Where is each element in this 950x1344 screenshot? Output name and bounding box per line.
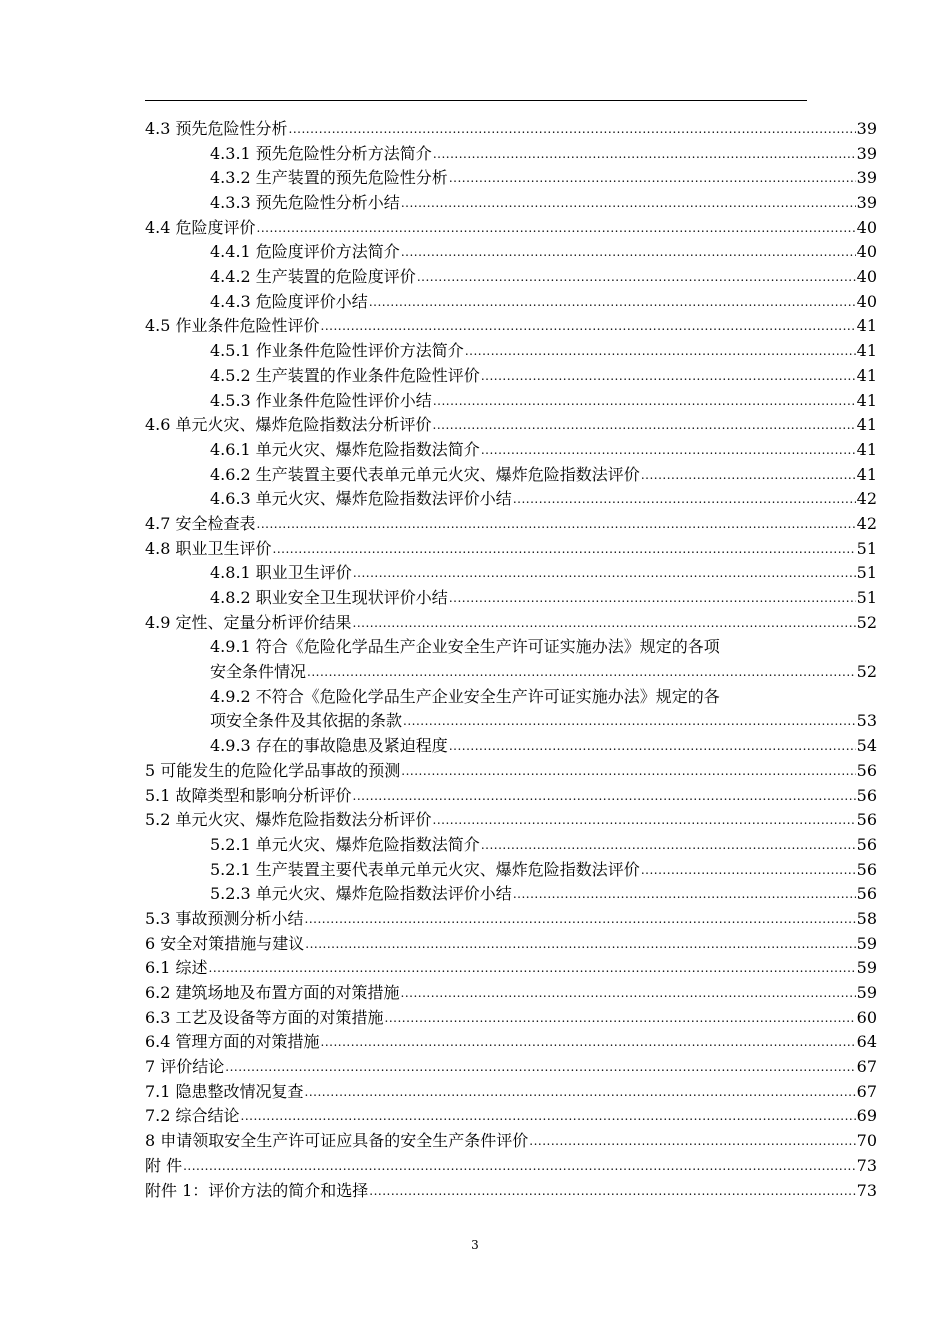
- dot-leader: [307, 660, 856, 685]
- toc-entry-page: 41: [856, 365, 877, 385]
- dot-leader: [403, 709, 856, 734]
- toc-entry[interactable]: [145, 1179, 877, 1204]
- toc-entry[interactable]: [145, 216, 877, 241]
- toc-entry-page: 42: [856, 489, 877, 509]
- dot-leader: [481, 364, 856, 389]
- toc-entry-page: 56: [856, 859, 877, 879]
- dot-leader: [449, 734, 856, 759]
- toc-entry[interactable]: [145, 833, 877, 858]
- toc-entry[interactable]: [145, 932, 877, 957]
- toc-entry-label: 5.2 单元火灾、爆炸危险指数法分析评价: [145, 810, 432, 830]
- toc-entry-multiline[interactable]: [145, 635, 877, 684]
- toc-entry[interactable]: [145, 265, 877, 290]
- toc-entry[interactable]: [145, 117, 877, 142]
- toc-entry-label: 6 安全对策措施与建议: [145, 933, 305, 953]
- toc-entry-label: 4.5 作业条件危险性评价: [145, 316, 320, 336]
- toc-entry-label: 6.1 综述: [145, 958, 208, 978]
- toc-entry-label: 7.1 隐患整改情况复查: [145, 1081, 304, 1101]
- toc-entry[interactable]: [145, 191, 877, 216]
- toc-entry-page: 58: [856, 908, 877, 928]
- toc-entry-page: 39: [856, 118, 877, 138]
- toc-entry-label: 4.8.2 职业安全卫生现状评价小结: [210, 588, 448, 608]
- dot-leader: [353, 561, 856, 586]
- toc-entry-label: 7 评价结论: [145, 1057, 225, 1077]
- dot-leader: [401, 240, 856, 265]
- toc-entry-label: 4.4.1 危险度评价方法简介: [210, 242, 400, 262]
- toc-entry[interactable]: [145, 882, 877, 907]
- toc-entry-page: 69: [856, 1106, 877, 1126]
- dot-leader: [305, 1080, 856, 1105]
- toc-entry-page: 56: [856, 760, 877, 780]
- toc-entry-page: 41: [856, 341, 877, 361]
- toc-entry-label: 4.3.2 生产装置的预先危险性分析: [210, 168, 448, 188]
- toc-entry-label: 4.8 职业卫生评价: [145, 538, 272, 558]
- dot-leader: [401, 981, 856, 1006]
- dot-leader: [401, 759, 855, 784]
- toc-entry-page: 67: [856, 1057, 877, 1077]
- toc-entry-label: 4.3 预先危险性分析: [145, 118, 288, 138]
- dot-leader: [273, 537, 856, 562]
- toc-entry-page: 39: [856, 168, 877, 188]
- toc-entry-page: 73: [856, 1155, 877, 1175]
- toc-entry-label: 6.3 工艺及设备等方面的对策措施: [145, 1007, 384, 1027]
- toc-entry-label: 4.3.1 预先危险性分析方法简介: [210, 143, 432, 163]
- toc-entry-page: 40: [856, 217, 877, 237]
- toc-entry-page: 56: [856, 785, 877, 805]
- toc-entry-multiline[interactable]: [145, 685, 877, 734]
- toc-entry-label: 4.5.2 生产装置的作业条件危险性评价: [210, 365, 480, 385]
- toc-entry[interactable]: [145, 734, 877, 759]
- toc-entry[interactable]: [145, 981, 877, 1006]
- dot-leader: [481, 438, 856, 463]
- dot-leader: [449, 586, 856, 611]
- toc-entry-page: 39: [856, 143, 877, 163]
- dot-leader: [529, 1129, 855, 1154]
- toc-entry-label: 5.2.1 生产装置主要代表单元单元火灾、爆炸危险指数法评价: [210, 859, 640, 879]
- toc-entry-page: 67: [856, 1081, 877, 1101]
- toc-entry-label: 5.3 事故预测分析小结: [145, 908, 304, 928]
- toc-entry-page: 53: [856, 711, 877, 731]
- page-number: 3: [471, 1238, 479, 1252]
- toc-entry-label-line1: 4.9.1 符合《危险化学品生产企业安全生产许可证实施办法》规定的各项: [210, 637, 720, 657]
- dot-leader: [321, 314, 856, 339]
- toc-entry-page: 54: [856, 736, 877, 756]
- toc-entry-label: 5.1 故障类型和影响分析评价: [145, 785, 352, 805]
- toc-entry-label: 4.5.3 作业条件危险性评价小结: [210, 390, 432, 410]
- dot-leader: [433, 808, 856, 833]
- toc-entry-page: 59: [856, 933, 877, 953]
- toc-entry-page: 56: [856, 834, 877, 854]
- dot-leader: [465, 339, 856, 364]
- toc-entry[interactable]: [145, 315, 877, 340]
- dot-leader: [305, 907, 856, 932]
- toc-entry-label: 4.7 安全检查表: [145, 513, 256, 533]
- toc-entry-page: 39: [856, 193, 877, 213]
- dot-leader: [385, 1006, 856, 1031]
- toc-entry[interactable]: [145, 1030, 877, 1055]
- toc-entry-page: 59: [856, 983, 877, 1003]
- dot-leader: [257, 216, 856, 241]
- toc-entry[interactable]: [145, 759, 877, 784]
- toc-entry-label: 附 件: [145, 1155, 183, 1175]
- dot-leader: [449, 166, 856, 191]
- toc-entry[interactable]: [145, 413, 877, 438]
- dot-leader: [225, 1055, 855, 1080]
- toc-entry-label: 附件 1：评价方法的简介和选择: [145, 1180, 369, 1200]
- dot-leader: [209, 956, 856, 981]
- toc-entry-page: 52: [856, 612, 877, 632]
- toc-entry-label: 4.9 定性、定量分析评价结果: [145, 612, 352, 632]
- toc-entry-page: 42: [856, 513, 877, 533]
- toc-entry-label: 5.2.3 单元火灾、爆炸危险指数法评价小结: [210, 884, 512, 904]
- dot-leader: [289, 117, 856, 142]
- dot-leader: [481, 833, 856, 858]
- toc-entry-page: 56: [856, 884, 877, 904]
- dot-leader: [369, 290, 856, 315]
- dot-leader: [183, 1154, 856, 1179]
- toc-entry[interactable]: [145, 487, 877, 512]
- toc-entry-page: 73: [856, 1180, 877, 1200]
- toc-entry[interactable]: [145, 1105, 877, 1130]
- toc-entry[interactable]: [145, 1080, 877, 1105]
- toc-entry[interactable]: [145, 166, 877, 191]
- toc-entry[interactable]: [145, 1006, 877, 1031]
- toc-entry-page: 60: [856, 1007, 877, 1027]
- toc-entry-label: 4.4 危险度评价: [145, 217, 256, 237]
- toc-entry[interactable]: [145, 907, 877, 932]
- toc-entry-page: 59: [856, 958, 877, 978]
- dot-leader: [369, 1179, 855, 1204]
- dot-leader: [401, 191, 856, 216]
- toc-entry-page: 52: [856, 662, 877, 682]
- toc-entry-label: 6.2 建筑场地及布置方面的对策措施: [145, 983, 400, 1003]
- toc-entry-label: 4.9.3 存在的事故隐患及紧迫程度: [210, 736, 448, 756]
- toc-entry[interactable]: [145, 438, 877, 463]
- toc-entry-page: 64: [856, 1032, 877, 1052]
- toc-entry[interactable]: [145, 956, 877, 981]
- toc-entry[interactable]: [145, 1055, 877, 1080]
- dot-leader: [417, 265, 856, 290]
- toc-entry-label: 4.4.3 危险度评价小结: [210, 291, 368, 311]
- toc-entry[interactable]: [145, 561, 877, 586]
- dot-leader: [353, 784, 856, 809]
- toc-entry[interactable]: [145, 784, 877, 809]
- toc-entry-label: 5 可能发生的危险化学品事故的预测: [145, 760, 401, 780]
- toc-entry-page: 56: [856, 810, 877, 830]
- toc-entry[interactable]: [145, 240, 877, 265]
- toc-entry[interactable]: [145, 1129, 877, 1154]
- toc-entry-page: 51: [856, 588, 877, 608]
- toc-entry-label-line1: 4.9.2 不符合《危险化学品生产企业安全生产许可证实施办法》规定的各: [210, 686, 720, 706]
- toc-entry-label: 6.4 管理方面的对策措施: [145, 1032, 320, 1052]
- dot-leader: [641, 858, 856, 883]
- toc-entry[interactable]: [145, 389, 877, 414]
- table-of-contents: [145, 117, 877, 1203]
- toc-entry-label: 4.4.2 生产装置的危险度评价: [210, 267, 416, 287]
- toc-entry-label: 4.6.1 单元火灾、爆炸危险指数法简介: [210, 439, 480, 459]
- toc-entry-label-line2: 安全条件情况: [210, 662, 307, 682]
- toc-entry[interactable]: [145, 142, 877, 167]
- toc-entry-page: 51: [856, 538, 877, 558]
- toc-entry-label: 4.3.3 预先危险性分析小结: [210, 193, 400, 213]
- dot-leader: [641, 463, 856, 488]
- toc-entry[interactable]: [145, 1154, 877, 1179]
- header-rule: [145, 100, 807, 101]
- toc-entry-label: 4.8.1 职业卫生评价: [210, 563, 352, 583]
- toc-entry-page: 70: [856, 1131, 877, 1151]
- toc-entry-label: 8 申请领取安全生产许可证应具备的安全生产条件评价: [145, 1131, 529, 1151]
- toc-entry-label: 4.6 单元火灾、爆炸危险指数法分析评价: [145, 415, 432, 435]
- toc-entry[interactable]: [145, 586, 877, 611]
- toc-entry-label: 5.2.1 单元火灾、爆炸危险指数法简介: [210, 834, 480, 854]
- toc-entry[interactable]: [145, 858, 877, 883]
- dot-leader: [513, 882, 856, 907]
- toc-entry-page: 41: [856, 390, 877, 410]
- toc-entry-page: 41: [856, 415, 877, 435]
- toc-entry[interactable]: [145, 290, 877, 315]
- dot-leader: [257, 512, 856, 537]
- dot-leader: [513, 487, 856, 512]
- toc-entry-page: 51: [856, 563, 877, 583]
- toc-entry-page: 41: [856, 316, 877, 336]
- toc-entry[interactable]: [145, 611, 877, 636]
- toc-entry[interactable]: [145, 537, 877, 562]
- toc-entry-label: 4.6.2 生产装置主要代表单元单元火灾、爆炸危险指数法评价: [210, 464, 640, 484]
- dot-leader: [353, 611, 856, 636]
- dot-leader: [241, 1104, 856, 1129]
- toc-entry-page: 40: [856, 291, 877, 311]
- toc-entry[interactable]: [145, 808, 877, 833]
- toc-entry-page: 40: [856, 267, 877, 287]
- toc-entry[interactable]: [145, 364, 877, 389]
- dot-leader: [433, 413, 856, 438]
- toc-entry-label-line2: 项安全条件及其依据的条款: [210, 711, 403, 731]
- toc-entry[interactable]: [145, 463, 877, 488]
- toc-entry-label: 4.5.1 作业条件危险性评价方法简介: [210, 341, 464, 361]
- toc-entry-page: 40: [856, 242, 877, 262]
- dot-leader: [305, 932, 855, 957]
- toc-entry-page: 41: [856, 464, 877, 484]
- toc-entry-label: 7.2 综合结论: [145, 1106, 240, 1126]
- dot-leader: [433, 142, 856, 167]
- toc-entry[interactable]: [145, 339, 877, 364]
- dot-leader: [433, 389, 856, 414]
- toc-entry-label: 4.6.3 单元火灾、爆炸危险指数法评价小结: [210, 489, 512, 509]
- dot-leader: [321, 1030, 856, 1055]
- toc-entry-page: 41: [856, 439, 877, 459]
- toc-entry[interactable]: [145, 512, 877, 537]
